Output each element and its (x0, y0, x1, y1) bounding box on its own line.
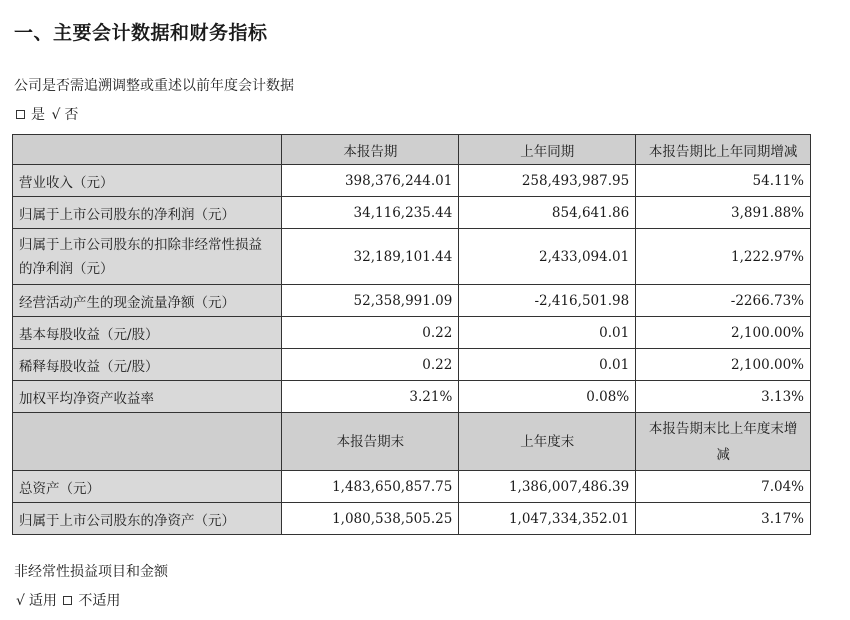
table-header-row (13, 135, 811, 165)
table-row (13, 381, 811, 413)
cell-prior: 0.01 (459, 349, 636, 381)
table-row (13, 503, 811, 535)
row-label: 基本每股收益（元/股） (13, 317, 282, 349)
table-row (13, 197, 811, 229)
row-label: 总资产（元） (13, 471, 282, 503)
cell-current: 0.22 (282, 317, 459, 349)
header-blank (13, 413, 282, 471)
header-period-end: 本报告期末 (282, 413, 459, 471)
cell-prior: 2,433,094.01 (459, 229, 636, 285)
cell-prior: 0.01 (459, 317, 636, 349)
cell-current: 398,376,244.01 (282, 165, 459, 197)
cell-current: 32,189,101.44 (282, 229, 459, 285)
option-not-applicable: 不适用 (78, 593, 121, 609)
checkbox-empty-icon (63, 596, 72, 605)
row-label: 归属于上市公司股东的扣除非经常性损益的净利润（元） (13, 229, 282, 285)
cell-change: 2,100.00% (636, 349, 811, 381)
cell-change: 7.04% (636, 471, 811, 503)
cell-prior: 258,493,987.95 (459, 165, 636, 197)
table-row (13, 317, 811, 349)
cell-change: 54.11% (636, 165, 811, 197)
row-label: 归属于上市公司股东的净资产（元） (13, 503, 282, 535)
cell-change: 3.13% (636, 381, 811, 413)
cell-current: 0.22 (282, 349, 459, 381)
cell-current: 34,116,235.44 (282, 197, 459, 229)
option-applicable: 适用 (28, 593, 57, 609)
table-row (13, 349, 811, 381)
cell-change: -2266.73% (636, 285, 811, 317)
option-no: 否 (64, 107, 79, 123)
cell-change: 2,100.00% (636, 317, 811, 349)
cell-prior: -2,416,501.98 (459, 285, 636, 317)
row-label: 归属于上市公司股东的净利润（元） (13, 197, 282, 229)
header-prior-period: 上年同期 (459, 135, 636, 165)
nonrecurring-options (14, 590, 120, 610)
option-yes: 是 (31, 107, 45, 123)
restate-question: 公司是否需追溯调整或重述以前年度会计数据 (14, 78, 294, 94)
cell-current: 52,358,991.09 (282, 285, 459, 317)
cell-prior: 854,641.86 (459, 197, 636, 229)
table-row (13, 229, 811, 285)
checkmark-icon: √ (51, 107, 61, 123)
row-label: 加权平均净资产收益率 (13, 381, 282, 413)
section-title: 一、主要会计数据和财务指标 (14, 22, 268, 44)
header-current-period: 本报告期 (282, 135, 459, 165)
cell-current: 3.21% (282, 381, 459, 413)
checkmark-icon: √ (16, 593, 25, 609)
header-prior-year-end: 上年度末 (459, 413, 636, 471)
cell-change: 3,891.88% (636, 197, 811, 229)
row-label: 经营活动产生的现金流量净额（元） (13, 285, 282, 317)
checkbox-empty-icon (16, 110, 25, 119)
header-change-end: 本报告期末比上年度末增减 (636, 413, 811, 471)
table-subheader-row (13, 413, 811, 471)
table-row (13, 285, 811, 317)
header-blank (13, 135, 282, 165)
header-change: 本报告期比上年同期增减 (636, 135, 811, 165)
cell-prior: 1,386,007,486.39 (459, 471, 636, 503)
nonrecurring-title: 非经常性损益项目和金额 (14, 564, 168, 580)
cell-prior: 1,047,334,352.01 (459, 503, 636, 535)
table-row (13, 165, 811, 197)
row-label: 稀释每股收益（元/股） (13, 349, 282, 381)
restate-options (14, 104, 78, 124)
cell-change: 3.17% (636, 503, 811, 535)
cell-current: 1,483,650,857.75 (282, 471, 459, 503)
cell-prior: 0.08% (459, 381, 636, 413)
table-row (13, 471, 811, 503)
row-label: 营业收入（元） (13, 165, 282, 197)
cell-current: 1,080,538,505.25 (282, 503, 459, 535)
cell-change: 1,222.97% (636, 229, 811, 285)
financial-indicators-table (12, 134, 811, 535)
